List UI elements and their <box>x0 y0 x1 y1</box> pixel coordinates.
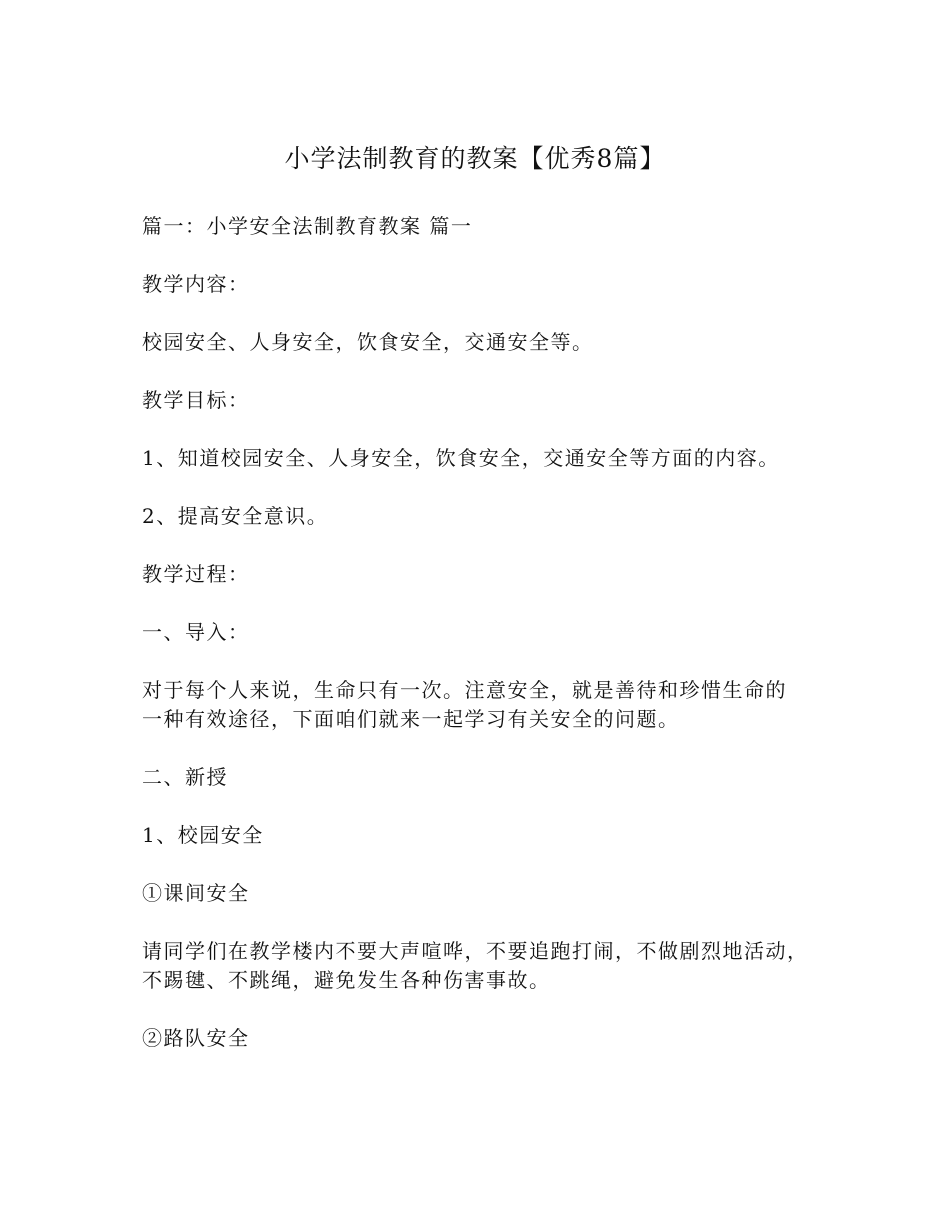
paragraph-line: 对于每个人来说，生命只有一次。注意安全，就是善待和珍惜生命的 <box>142 678 787 702</box>
paragraph: 1、知道校园安全、人身安全，饮食安全，交通安全等方面的内容。 <box>142 446 780 470</box>
paragraph: ①课间安全 <box>142 881 250 905</box>
paragraph: 教学过程： <box>142 562 250 586</box>
paragraph-line: 不踢毽、不跳绳，避免发生各种伤害事故。 <box>142 968 551 992</box>
document-title: 小学法制教育的教案【优秀8篇】 <box>284 144 666 173</box>
paragraph: 2、提高安全意识。 <box>142 504 329 528</box>
paragraph: 1、校园安全 <box>142 823 264 847</box>
paragraph: 一、导入： <box>142 620 250 644</box>
paragraph: 二、新授 <box>142 765 228 789</box>
paragraph: 校园安全、人身安全，饮食安全，交通安全等。 <box>142 330 594 354</box>
paragraph-line: 一种有效途径，下面咱们就来一起学习有关安全的问题。 <box>142 707 680 731</box>
paragraph: ②路队安全 <box>142 1026 250 1050</box>
paragraph-line: 请同学们在教学楼内不要大声喧哗，不要追跑打闹，不做剧烈地活动， <box>142 939 809 963</box>
section-heading: 篇一：小学安全法制教育教案 篇一 <box>142 214 473 238</box>
document-body <box>142 212 842 1053</box>
paragraph: 教学目标： <box>142 388 250 412</box>
paragraph: 教学内容： <box>142 272 250 296</box>
